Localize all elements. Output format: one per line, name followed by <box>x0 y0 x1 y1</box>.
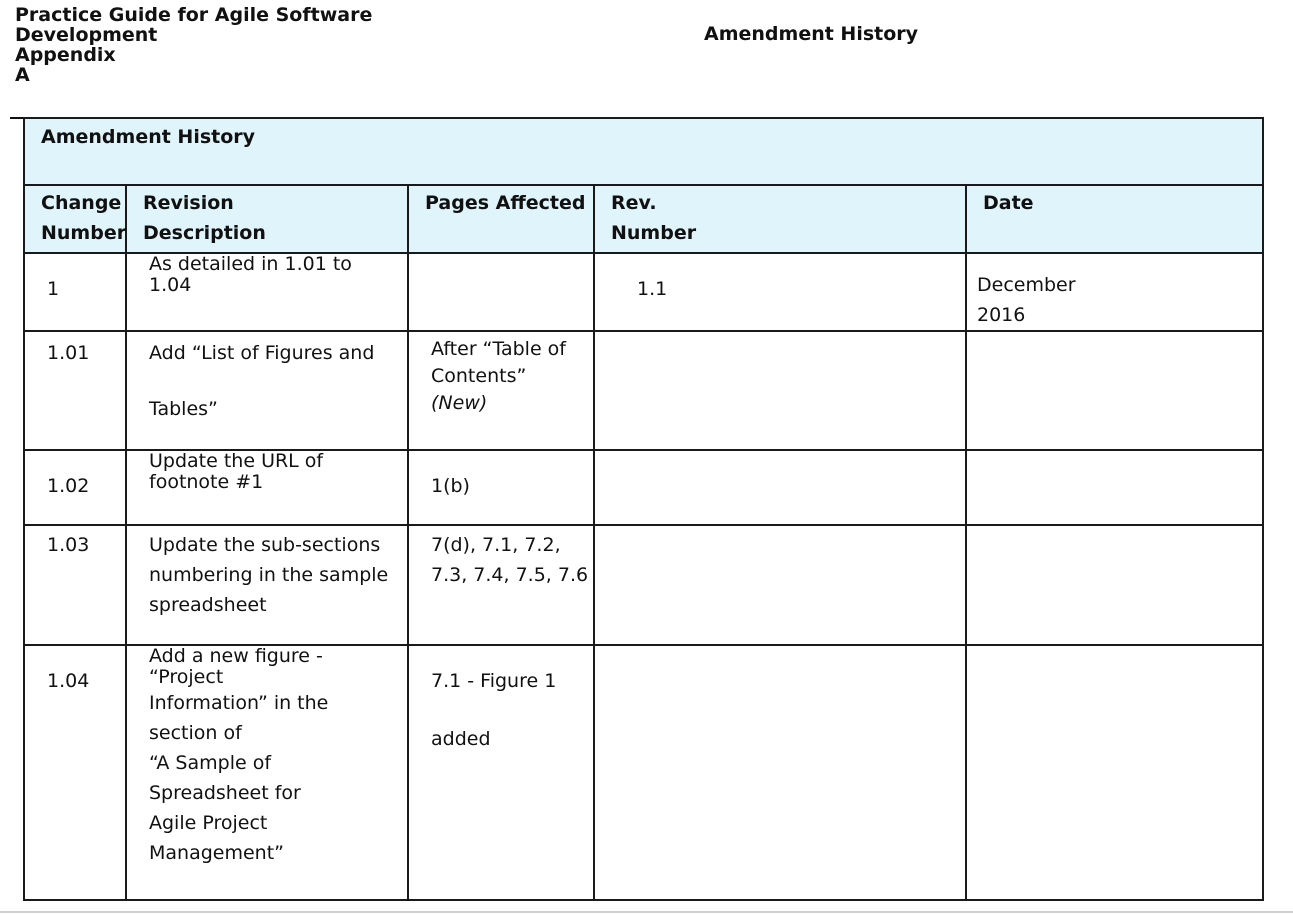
revision-description-cell: Update the sub-sections numbering in the sample spreadsheet <box>126 525 408 645</box>
document-header-left <box>15 5 375 85</box>
table-row <box>24 331 1263 450</box>
revision-description-cell: Add a new figure - “Project Information” in the section of “A Sample of Spreadsheet for Agile Project Management” <box>126 645 408 900</box>
table-header-row <box>24 185 1263 253</box>
change-number-cell: 1.04 <box>24 645 126 900</box>
rev-number-cell <box>594 525 966 645</box>
pages-affected-cell: 1(b) <box>408 450 594 525</box>
column-header-rev-number: Rev. Number <box>594 185 966 253</box>
column-header-pages-affected: Pages Affected <box>408 185 594 253</box>
pages-affected-cell: 7.1 - Figure 1 added <box>408 645 594 900</box>
revision-description-cell: As detailed in 1.01 to 1.04 <box>126 253 408 331</box>
page-bottom-border <box>0 911 1293 913</box>
amendment-history-table <box>23 117 1264 901</box>
change-number-cell: 1.01 <box>24 331 126 450</box>
date-cell <box>966 645 1263 900</box>
table-row <box>24 253 1263 331</box>
rev-number-cell: 1.1 <box>594 253 966 331</box>
header-line: Practice Guide for Agile Software <box>15 4 373 26</box>
margin-tick <box>10 117 24 119</box>
revision-description-cell: Add “List of Figures and Tables” <box>126 331 408 450</box>
change-number-cell: 1.02 <box>24 450 126 525</box>
change-number-cell: 1.03 <box>24 525 126 645</box>
table-row <box>24 450 1263 525</box>
date-cell: December 2016 <box>966 253 1263 331</box>
header-line: Appendix <box>15 44 116 66</box>
pages-affected-cell: After “Table of Contents” (New) <box>408 331 594 450</box>
date-cell <box>966 450 1263 525</box>
rev-number-cell <box>594 645 966 900</box>
pages-affected-cell <box>408 253 594 331</box>
rev-number-cell <box>594 450 966 525</box>
header-line: Development <box>15 24 158 46</box>
revision-description-cell: Update the URL of footnote #1 <box>126 450 408 525</box>
pages-affected-cell: 7(d), 7.1, 7.2, 7.3, 7.4, 7.5, 7.6 <box>408 525 594 645</box>
date-cell <box>966 331 1263 450</box>
table-title: Amendment History <box>24 118 1263 185</box>
column-header-change-number: Change Number <box>24 185 126 253</box>
date-cell <box>966 525 1263 645</box>
document-header-title: Amendment History <box>704 23 919 45</box>
table-row <box>24 645 1263 900</box>
change-number-cell: 1 <box>24 253 126 331</box>
table-title-row <box>24 118 1263 185</box>
header-line: A <box>15 64 30 86</box>
pages-note: (New) <box>431 392 488 414</box>
table-row <box>24 525 1263 645</box>
column-header-date: Date <box>966 185 1263 253</box>
column-header-revision-description: Revision Description <box>126 185 408 253</box>
rev-number-cell <box>594 331 966 450</box>
